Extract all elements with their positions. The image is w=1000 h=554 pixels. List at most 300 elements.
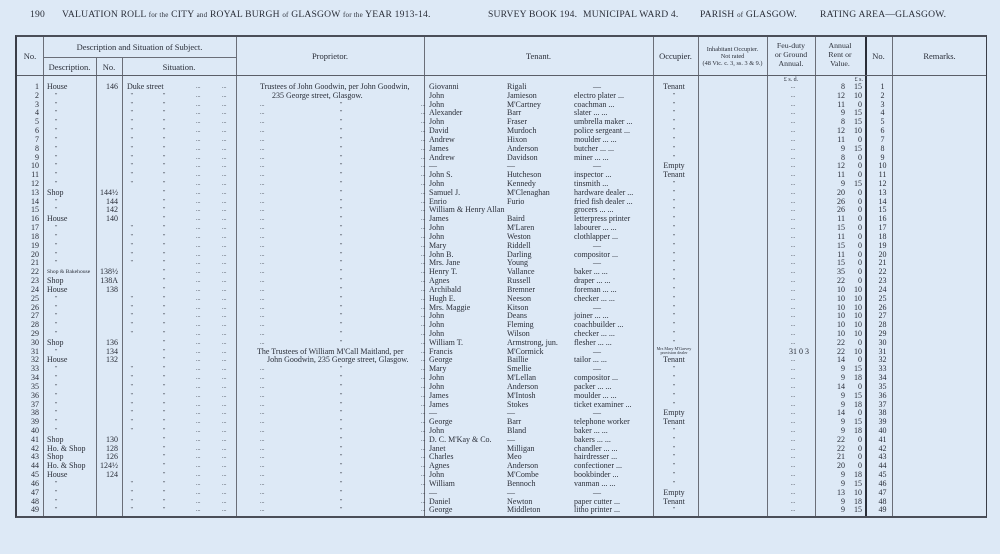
tenant-first-name: D. C. M'Kay & Co. [429, 434, 492, 444]
dots: ... [222, 278, 227, 285]
row-number: 38 [31, 408, 39, 418]
description: " [55, 242, 58, 249]
feu-duty: ... [790, 172, 796, 179]
dots: ... [421, 189, 426, 196]
rent-shillings: 0 [858, 434, 862, 444]
rent-pounds: 15 [837, 258, 845, 268]
proprietor-2-line2: John Goodwin, 235 George street, Glasgow. [267, 355, 409, 365]
rent-shillings: 0 [858, 258, 862, 268]
situation: " [163, 445, 166, 452]
rent-pounds: 10 [837, 302, 845, 312]
ditto-mark: " [340, 436, 343, 443]
ditto-mark: " [340, 472, 343, 479]
dots: ... [222, 454, 227, 461]
occupation: draper ... ... [574, 276, 611, 286]
dots: ... [222, 401, 227, 408]
dots: ... [222, 383, 227, 390]
dots: ... [196, 304, 201, 311]
description: " [55, 154, 58, 161]
row-number: 36 [31, 390, 39, 400]
rent-shillings: 15 [854, 505, 862, 515]
house-number: 128 [106, 443, 118, 453]
dots: ... [196, 207, 201, 214]
occupier-status: Empty [663, 408, 685, 418]
description: " [55, 427, 58, 434]
house-number: 144½ [100, 187, 118, 197]
row-number: 8 [35, 143, 39, 153]
dots: ... [260, 383, 265, 390]
feu-duty: ... [790, 207, 796, 214]
occupier-status: " [672, 251, 676, 258]
tenant-surname: Baird [507, 214, 525, 224]
description: " [55, 225, 58, 232]
feu-duty: ... [790, 339, 796, 346]
ditto-mark: " [340, 251, 343, 258]
situation: " [163, 198, 166, 205]
row-number-right: 18 [878, 231, 887, 241]
house-number: 144 [106, 196, 118, 206]
occupation: — [593, 258, 601, 268]
occupation: compositor ... [574, 249, 618, 259]
dots: ... [421, 419, 426, 426]
row-number-right: 32 [878, 355, 887, 365]
rent-shillings: 0 [858, 267, 862, 277]
house-number: 138A [100, 276, 118, 286]
house-number: " [130, 330, 133, 337]
house-number: " [130, 119, 133, 126]
dots: ... [222, 242, 227, 249]
description: " [55, 375, 58, 382]
tenant-surname: Kitson [507, 302, 529, 312]
row-number: 46 [31, 478, 39, 488]
dots: ... [222, 348, 227, 355]
description: " [55, 163, 58, 170]
occupier-status: " [672, 154, 676, 161]
inhabitant-line: Not rated [720, 53, 745, 61]
occupier-status: " [672, 401, 676, 408]
occupation: butcher ... ... [574, 143, 614, 153]
tenant-first-name: — [429, 408, 437, 418]
dots: ... [222, 269, 227, 276]
feu-duty: ... [790, 366, 796, 373]
situation: " [163, 286, 166, 293]
dots: ... [260, 480, 265, 487]
dots: ... [222, 472, 227, 479]
occupation: miner ... ... [574, 152, 609, 162]
dots: ... [260, 489, 265, 496]
feu-duty: ... [790, 225, 796, 232]
feu-duty: ... [790, 110, 796, 117]
title-part: GLASGOW [291, 9, 341, 20]
dots: ... [196, 322, 201, 329]
dots: ... [421, 339, 426, 346]
dots: ... [260, 278, 265, 285]
situation: " [163, 119, 166, 126]
tenant-surname: — [507, 434, 515, 444]
row-number: 25 [31, 293, 39, 303]
occupation: electro plater ... [574, 90, 624, 100]
description: " [55, 233, 58, 240]
row-number: 42 [31, 443, 39, 453]
dots: ... [196, 401, 201, 408]
occupation: — [593, 82, 601, 91]
situation: " [163, 419, 166, 426]
occupier-status: " [672, 375, 676, 382]
dots: ... [260, 304, 265, 311]
situation: " [163, 463, 166, 470]
tenant-first-name: John [429, 373, 445, 383]
dots: ... [196, 427, 201, 434]
row-number-right: 31 [878, 346, 887, 356]
situation: " [163, 233, 166, 240]
rent-pounds: 9 [841, 143, 845, 153]
rent-pounds: 22 [837, 337, 845, 347]
dots: ... [222, 251, 227, 258]
tenant-surname: M'Cartney [507, 99, 541, 109]
occupier-status: " [672, 322, 676, 329]
feu-duty: ... [790, 401, 796, 408]
description: " [55, 181, 58, 188]
row-number: 30 [31, 337, 39, 347]
rent-pounds: 8 [841, 117, 845, 127]
occupation: checker ... ... [574, 328, 615, 338]
dots: ... [196, 278, 201, 285]
rent-shillings: 10 [854, 90, 862, 100]
row-number-right: 43 [878, 452, 887, 462]
situation: " [163, 322, 166, 329]
dots: ... [196, 463, 201, 470]
tenant-surname: M'Laren [507, 223, 535, 233]
rent-shillings: 10 [854, 320, 862, 330]
situation: " [163, 92, 166, 99]
rent-pounds: 11 [837, 134, 845, 144]
dots: ... [421, 260, 426, 267]
tenant-first-name: Agnes [429, 461, 450, 471]
feu-duty: ... [790, 463, 796, 470]
dots: ... [421, 269, 426, 276]
dots: ... [421, 136, 426, 143]
dots: ... [196, 154, 201, 161]
occupation: — [593, 346, 601, 356]
dots: ... [222, 181, 227, 188]
tenant-first-name: William & Henry Allan [429, 205, 505, 215]
description: Shop [47, 276, 64, 286]
feu-duty: ... [790, 295, 796, 302]
row-number-right: 4 [880, 108, 885, 118]
rent-shillings: 10 [854, 311, 862, 321]
dots: ... [260, 154, 265, 161]
occupation: inspector ... [574, 170, 612, 180]
occupation: vanman ... ... [574, 478, 616, 488]
occupier-status: " [672, 339, 676, 346]
dots: ... [196, 330, 201, 337]
col-number: No. [102, 62, 116, 72]
feu-duty: 31 0 3 [789, 346, 809, 356]
tenant-first-name: Francis [429, 346, 453, 356]
proprietor-1-line1: Trustees of John Goodwin, per John Goodwin, [260, 82, 410, 91]
house-number: " [130, 366, 133, 373]
dots: ... [260, 330, 265, 337]
tenant-surname: Milligan [507, 443, 535, 453]
rent-shillings: 0 [858, 249, 862, 259]
rent-shillings: 15 [854, 390, 862, 400]
tenant-surname: Barr [507, 108, 522, 118]
rent-pounds: 22 [837, 434, 845, 444]
tenant-first-name: John [429, 179, 445, 189]
description: " [55, 198, 58, 205]
description: " [55, 145, 58, 152]
row-number-right: 25 [878, 293, 887, 303]
dots: ... [196, 260, 201, 267]
parish-part: PARISH [700, 9, 735, 20]
dots: ... [260, 260, 265, 267]
dots: ... [260, 286, 265, 293]
ditto-mark: " [340, 463, 343, 470]
occupation: tinsmith ... [574, 179, 609, 189]
row-number: 27 [31, 311, 39, 321]
feu-duty: ... [790, 507, 796, 514]
rent-shillings: 15 [854, 364, 862, 374]
row-number: 7 [35, 134, 39, 144]
occupation: coachman ... [574, 99, 615, 109]
ditto-mark: " [340, 163, 343, 170]
occupation: labourer ... ... [574, 223, 617, 233]
rent-line: Annual [828, 41, 852, 50]
row-number-right: 16 [878, 214, 887, 224]
description: " [55, 260, 58, 267]
feu-duty: ... [790, 330, 796, 337]
row-number-right: 7 [880, 134, 885, 144]
dots: ... [222, 498, 227, 505]
rent-shillings: 18 [854, 425, 862, 435]
description: House [47, 284, 68, 294]
dots: ... [222, 445, 227, 452]
ditto-mark: " [340, 419, 343, 426]
dots: ... [196, 225, 201, 232]
feu-duty: ... [790, 480, 796, 487]
occupier-status: " [672, 260, 676, 267]
row-number-right: 35 [878, 381, 887, 391]
house-number: " [130, 392, 133, 399]
row-number-right: 5 [880, 117, 885, 127]
dots: ... [421, 233, 426, 240]
feu-duty: ... [790, 419, 796, 426]
row-number-right: 6 [880, 126, 885, 136]
tenant-surname: Rigali [507, 82, 527, 91]
rent-pounds: 26 [837, 205, 845, 215]
dots: ... [222, 375, 227, 382]
rent-pounds: 11 [837, 231, 845, 241]
description: " [55, 410, 58, 417]
situation: " [163, 295, 166, 302]
occupier-status: " [672, 392, 676, 399]
rent-shillings: 0 [858, 205, 862, 215]
tenant-surname: Barr [507, 417, 522, 427]
description: " [55, 498, 58, 505]
occupation: — [593, 302, 601, 312]
dots: ... [196, 172, 201, 179]
tenant-first-name: William T. [429, 337, 464, 347]
occupier-status: " [672, 313, 676, 320]
dots: ... [196, 251, 201, 258]
ditto-mark: " [340, 295, 343, 302]
row-number-right: 29 [878, 328, 887, 338]
description: House [47, 355, 68, 365]
occupier-status: " [672, 119, 676, 126]
dots: ... [260, 207, 265, 214]
tenant-first-name: — [429, 161, 437, 171]
occupier-status: " [672, 454, 676, 461]
rent-shillings: 0 [858, 187, 862, 197]
row-number: 6 [35, 126, 39, 136]
feu-duty: ... [790, 163, 796, 170]
dots: ... [222, 330, 227, 337]
description: House [47, 82, 68, 91]
rent-pounds: 22 [837, 276, 845, 286]
tenant-first-name: Enrio [429, 196, 447, 206]
house-number: " [130, 401, 133, 408]
occupier-status: " [672, 427, 676, 434]
dots: ... [222, 198, 227, 205]
dots: ... [260, 136, 265, 143]
inhabitant-line: Inhabitant Occupier. [706, 46, 759, 53]
feu-duty: ... [790, 454, 796, 461]
situation: " [163, 251, 166, 258]
tenant-surname: Young [507, 258, 528, 268]
row-number-right: 46 [878, 478, 887, 488]
feu-duty: ... [790, 216, 796, 223]
title-part: of [282, 11, 289, 19]
occupation: hairdresser ... [574, 452, 618, 462]
row-number: 34 [31, 373, 39, 383]
ditto-mark: " [340, 313, 343, 320]
dots: ... [260, 189, 265, 196]
dots: ... [421, 278, 426, 285]
tenant-first-name: John [429, 311, 445, 321]
tenant-first-name: John [429, 425, 445, 435]
dots: ... [222, 463, 227, 470]
tenant-first-name: John [429, 99, 445, 109]
tenant-first-name: John [429, 328, 445, 338]
occupation: umbrella maker ... [574, 117, 633, 127]
house-number: " [130, 251, 133, 258]
dots: ... [196, 128, 201, 135]
situation: " [163, 330, 166, 337]
occupier-status: " [672, 242, 676, 249]
rating-area: RATING AREA—GLASGOW. [820, 9, 947, 20]
ditto-mark: " [340, 427, 343, 434]
dots: ... [260, 507, 265, 514]
col-tenant: Tenant. [525, 51, 552, 61]
rent-shillings: 10 [854, 302, 862, 312]
dots: ... [260, 198, 265, 205]
dots: ... [260, 251, 265, 258]
occupier-status: Mrs Mary M'Garvey provision dealer [656, 345, 692, 356]
occupier-status: " [672, 233, 676, 240]
occupation: confectioner ... [574, 461, 622, 471]
situation: " [163, 427, 166, 434]
rent-shillings: 15 [854, 179, 862, 189]
situation: " [163, 313, 166, 320]
dots: ... [260, 454, 265, 461]
rent-shillings: 10 [854, 328, 862, 338]
dots: ... [196, 145, 201, 152]
dots: ... [222, 489, 227, 496]
occupier-status: " [672, 445, 676, 452]
feu-duty: ... [790, 92, 796, 99]
feu-duty: ... [790, 251, 796, 258]
rent-pounds: 35 [837, 267, 845, 277]
rent-pounds: 15 [837, 223, 845, 233]
feu-duty: ... [790, 145, 796, 152]
table-row [17, 506, 986, 515]
situation: Duke street [127, 82, 164, 91]
rent-pounds: 9 [841, 364, 845, 374]
tenant-first-name: Agnes [429, 276, 450, 286]
house-number: " [130, 498, 133, 505]
occupation: police sergeant ... [574, 126, 631, 136]
tenant-first-name: Janet [429, 443, 446, 453]
ditto-mark: " [340, 189, 343, 196]
row-number: 47 [31, 487, 39, 497]
dots: ... [421, 154, 426, 161]
dots: ... [196, 498, 201, 505]
dots: ... [421, 242, 426, 249]
house-number: 134 [106, 346, 118, 356]
row-number: 18 [31, 231, 39, 241]
dots: ... [222, 392, 227, 399]
occupation: flesher ... ... [574, 337, 612, 347]
occupation: grocers ... ... [574, 205, 614, 215]
situation: " [163, 489, 166, 496]
title-part: for the [148, 11, 169, 19]
house-number: 124½ [100, 461, 118, 471]
occupation: — [593, 364, 601, 374]
dots: ... [421, 198, 426, 205]
house-number: 126 [106, 452, 118, 462]
row-number-right: 28 [878, 320, 887, 330]
rent-shillings: 10 [854, 126, 862, 136]
row-number: 40 [31, 425, 39, 435]
dots: ... [421, 251, 426, 258]
dots: ... [222, 419, 227, 426]
occupier-status: " [672, 136, 676, 143]
situation: " [163, 145, 166, 152]
rent-shillings: 0 [858, 461, 862, 471]
description: " [55, 401, 58, 408]
row-number-right: 44 [878, 461, 887, 471]
tenant-first-name: Samuel J. [429, 187, 461, 197]
dots: ... [196, 489, 201, 496]
dots: ... [260, 145, 265, 152]
situation: " [163, 207, 166, 214]
occupation: checker ... ... [574, 293, 615, 303]
dots: ... [222, 366, 227, 373]
tenant-surname: Smellie [507, 364, 532, 374]
house-number: " [130, 507, 133, 514]
row-number-right: 21 [878, 258, 887, 268]
tenant-first-name: David [429, 126, 449, 136]
occupation: bakers ... ... [574, 434, 611, 444]
ditto-mark: " [340, 322, 343, 329]
occupier-status: Tenant [663, 355, 685, 365]
row-number-right: 14 [878, 196, 887, 206]
tenant-first-name: George [429, 355, 453, 365]
house-number: " [130, 410, 133, 417]
house-number: " [130, 304, 133, 311]
description: " [55, 119, 58, 126]
feu-duty: ... [790, 375, 796, 382]
